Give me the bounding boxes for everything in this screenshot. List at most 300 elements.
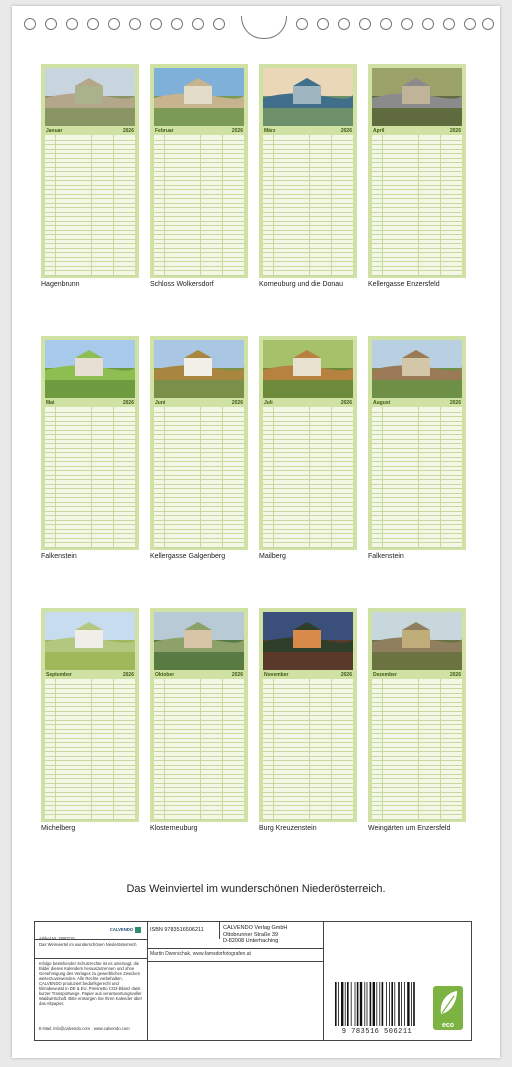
column-line [309, 407, 310, 547]
day-row-line [372, 774, 462, 775]
publisher-address [223, 925, 287, 945]
day-row-line [372, 533, 462, 534]
day-row-line [154, 747, 244, 748]
barcode-bar [398, 982, 400, 1026]
day-row-line [372, 769, 462, 770]
binding-hole [129, 18, 141, 30]
day-row-line [45, 448, 135, 449]
day-row-line [263, 729, 353, 730]
barcode-bar [411, 982, 412, 1026]
day-row-line [154, 524, 244, 525]
day-row-line [372, 792, 462, 793]
day-row-line [263, 720, 353, 721]
day-row-line [263, 702, 353, 703]
day-rows [154, 135, 244, 275]
day-row-line [263, 194, 353, 195]
day-row-line [372, 194, 462, 195]
month-year: 2026 [231, 672, 243, 678]
day-row-line [154, 769, 244, 770]
day-rows [45, 407, 135, 547]
day-row-line [263, 765, 353, 766]
day-row-line [154, 684, 244, 685]
binding-hole [338, 18, 350, 30]
day-row-line [45, 416, 135, 417]
day-row-line [45, 819, 135, 820]
day-row-line [45, 457, 135, 458]
ean-barcode [331, 982, 423, 1028]
day-row-line [372, 452, 462, 453]
day-row-line [154, 711, 244, 712]
binding-holes [20, 18, 492, 34]
day-row-line [45, 765, 135, 766]
day-row-line [263, 470, 353, 471]
barcode-bar [376, 982, 377, 1026]
day-rows [372, 135, 462, 275]
day-row-line [372, 720, 462, 721]
day-row-line [154, 185, 244, 186]
day-row-line [45, 751, 135, 752]
day-rows [154, 407, 244, 547]
day-row-line [263, 239, 353, 240]
day-row-line [154, 488, 244, 489]
day-row-line [372, 430, 462, 431]
month-card [41, 608, 139, 822]
binding-hole [482, 18, 494, 30]
barcode-digits: 9 783516 506211 [341, 1028, 413, 1036]
barcode-bar [341, 982, 343, 1026]
month-year: 2026 [449, 400, 461, 406]
day-row-line [154, 194, 244, 195]
month-photo [372, 340, 462, 398]
day-row-line [372, 230, 462, 231]
day-row-line [263, 524, 353, 525]
day-row-line [263, 158, 353, 159]
day-row-line [372, 275, 462, 276]
day-row-line [45, 520, 135, 521]
month-header [45, 398, 135, 407]
day-row-line [263, 430, 353, 431]
day-row-line [263, 248, 353, 249]
day-row-line [263, 203, 353, 204]
day-row-line [45, 234, 135, 235]
day-row-line [45, 434, 135, 435]
day-row-line [263, 801, 353, 802]
imprint-column-left [35, 922, 148, 1040]
month-header [154, 670, 244, 679]
day-row-line [154, 515, 244, 516]
day-row-line [263, 225, 353, 226]
day-row-line [154, 493, 244, 494]
column-line [273, 407, 274, 547]
day-row-line [372, 697, 462, 698]
day-row-line [45, 167, 135, 168]
month-year: 2026 [122, 672, 134, 678]
month-card [368, 64, 466, 278]
month-header [45, 670, 135, 679]
day-row-line [154, 261, 244, 262]
month-caption: Kellergasse Enzersfeld [368, 281, 440, 288]
day-row-line [154, 216, 244, 217]
column-line [331, 679, 332, 819]
day-row-line [154, 796, 244, 797]
month-name: Juni [155, 400, 166, 406]
day-row-line [45, 720, 135, 721]
day-row-line [263, 466, 353, 467]
barcode-bar [394, 982, 395, 1026]
month-card [259, 336, 357, 550]
month-header [263, 126, 353, 135]
column-line [113, 679, 114, 819]
day-rows [372, 407, 462, 547]
month-header [154, 398, 244, 407]
day-row-line [45, 479, 135, 480]
day-row-line [45, 538, 135, 539]
barcode-bar [351, 982, 352, 1026]
day-row-line [372, 252, 462, 253]
day-row-line [263, 171, 353, 172]
column-line [113, 407, 114, 547]
day-row-line [263, 538, 353, 539]
isbn: ISBN 9783516506211 [150, 927, 204, 933]
day-row-line [45, 747, 135, 748]
month-name: Oktober [155, 672, 175, 678]
day-row-line [263, 542, 353, 543]
day-row-line [154, 787, 244, 788]
day-row-line [154, 416, 244, 417]
month-name: April [373, 128, 385, 134]
day-row-line [45, 189, 135, 190]
day-row-line [45, 252, 135, 253]
binding-hole [87, 18, 99, 30]
month-name: Dezember [373, 672, 397, 678]
day-row-line [263, 207, 353, 208]
month-caption: Burg Kreuzenstein [259, 825, 317, 832]
day-row-line [372, 484, 462, 485]
day-row-line [45, 515, 135, 516]
day-row-line [154, 693, 244, 694]
day-row-line [154, 706, 244, 707]
month-name: Januar [46, 128, 63, 134]
day-row-line [263, 751, 353, 752]
day-rows [263, 407, 353, 547]
day-row-line [372, 520, 462, 521]
day-row-line [372, 756, 462, 757]
day-row-line [154, 715, 244, 716]
day-row-line [263, 252, 353, 253]
day-row-line [45, 198, 135, 199]
day-row-line [372, 783, 462, 784]
day-row-line [372, 421, 462, 422]
day-row-line [372, 742, 462, 743]
month-photo [263, 68, 353, 126]
month-photo [154, 340, 244, 398]
day-row-line [372, 693, 462, 694]
day-row-line [154, 479, 244, 480]
day-row-line [372, 216, 462, 217]
day-row-line [45, 266, 135, 267]
day-row-line [45, 248, 135, 249]
divider [35, 958, 147, 959]
day-row-line [154, 688, 244, 689]
day-row-line [45, 796, 135, 797]
day-row-line [263, 212, 353, 213]
day-rows [372, 679, 462, 819]
month-name: Juli [264, 400, 273, 406]
barcode-bar [355, 982, 356, 1026]
day-row-line [263, 756, 353, 757]
column-line [418, 135, 419, 275]
month-photo [372, 612, 462, 670]
month-card [150, 64, 248, 278]
barcode-bar [389, 982, 390, 1026]
month-photo [263, 612, 353, 670]
day-row-line [154, 765, 244, 766]
day-row-line [372, 266, 462, 267]
day-row-line [263, 715, 353, 716]
day-row-line [372, 140, 462, 141]
month-name: Februar [155, 128, 174, 134]
month-name: August [373, 400, 391, 406]
day-row-line [263, 760, 353, 761]
day-row-line [45, 216, 135, 217]
month-caption: Schloss Wolkersdorf [150, 281, 214, 288]
barcode-bar [386, 982, 387, 1026]
day-row-line [154, 443, 244, 444]
day-row-line [154, 702, 244, 703]
month-caption: Michelberg [41, 825, 76, 832]
day-row-line [154, 171, 244, 172]
day-row-line [263, 733, 353, 734]
month-photo [372, 68, 462, 126]
barcode-bar [379, 982, 380, 1026]
day-row-line [372, 810, 462, 811]
day-row-line [45, 792, 135, 793]
day-row-line [154, 470, 244, 471]
imprint-column-middle [147, 922, 324, 1040]
day-row-line [263, 747, 353, 748]
day-row-line [45, 787, 135, 788]
month-caption: Falkenstein [368, 553, 404, 560]
day-row-line [154, 760, 244, 761]
day-row-line [154, 814, 244, 815]
day-row-line [154, 448, 244, 449]
binding-hole [108, 18, 120, 30]
day-row-line [372, 529, 462, 530]
binding-hole [464, 18, 476, 30]
day-row-line [372, 270, 462, 271]
day-row-line [154, 270, 244, 271]
day-row-line [45, 697, 135, 698]
month-caption: Mailberg [259, 553, 286, 560]
day-row-line [372, 457, 462, 458]
day-row-line [263, 547, 353, 548]
day-row-line [372, 171, 462, 172]
day-row-line [45, 225, 135, 226]
day-row-line [45, 814, 135, 815]
day-row-line [154, 434, 244, 435]
day-row-line [154, 475, 244, 476]
day-row-line [263, 180, 353, 181]
day-row-line [263, 515, 353, 516]
day-row-line [263, 416, 353, 417]
day-row-line [263, 529, 353, 530]
day-rows [45, 679, 135, 819]
eco-label: eco [441, 1022, 455, 1029]
day-row-line [45, 176, 135, 177]
day-row-line [372, 167, 462, 168]
binding-hole [317, 18, 329, 30]
day-row-line [372, 257, 462, 258]
day-row-line [263, 796, 353, 797]
day-row-line [263, 412, 353, 413]
day-row-line [154, 783, 244, 784]
month-photo [154, 612, 244, 670]
day-row-line [45, 493, 135, 494]
day-row-line [45, 715, 135, 716]
day-row-line [263, 724, 353, 725]
day-row-line [154, 153, 244, 154]
day-row-line [372, 189, 462, 190]
day-rows [263, 679, 353, 819]
month-card [368, 336, 466, 550]
month-year: 2026 [122, 128, 134, 134]
day-row-line [263, 443, 353, 444]
day-row-line [45, 230, 135, 231]
day-row-line [154, 529, 244, 530]
day-row-line [45, 475, 135, 476]
column-line [55, 407, 56, 547]
day-row-line [263, 792, 353, 793]
barcode-bar [367, 982, 368, 1026]
day-row-line [263, 144, 353, 145]
day-row-line [45, 733, 135, 734]
day-row-line [45, 421, 135, 422]
day-row-line [154, 412, 244, 413]
day-row-line [154, 792, 244, 793]
day-row-line [372, 502, 462, 503]
binding-hole [192, 18, 204, 30]
day-row-line [45, 162, 135, 163]
day-row-line [154, 810, 244, 811]
day-row-line [372, 778, 462, 779]
day-row-line [154, 275, 244, 276]
day-row-line [154, 439, 244, 440]
day-row-line [263, 697, 353, 698]
day-row-line [263, 783, 353, 784]
imprint-title: Das Weinviertel im wunderschönen Niederösterreich [39, 942, 137, 947]
day-row-line [263, 149, 353, 150]
day-row-line [263, 425, 353, 426]
day-row-line [45, 140, 135, 141]
binding-hole [66, 18, 78, 30]
day-row-line [154, 497, 244, 498]
day-row-line [263, 706, 353, 707]
day-row-line [154, 724, 244, 725]
day-row-line [154, 502, 244, 503]
day-row-line [45, 706, 135, 707]
column-line [164, 407, 165, 547]
day-row-line [154, 212, 244, 213]
month-card [41, 64, 139, 278]
day-row-line [372, 261, 462, 262]
author-credit: Martin Dworschak, www.famsdorfotografen.at [150, 951, 251, 957]
barcode-bar [407, 982, 409, 1026]
day-rows [263, 135, 353, 275]
day-row-line [263, 266, 353, 267]
column-line [91, 135, 92, 275]
day-row-line [372, 488, 462, 489]
column-line [382, 679, 383, 819]
day-row-line [45, 729, 135, 730]
month-name: November [264, 672, 289, 678]
day-row-line [154, 425, 244, 426]
day-row-line [45, 270, 135, 271]
day-row-line [154, 774, 244, 775]
day-row-line [45, 149, 135, 150]
day-row-line [263, 275, 353, 276]
barcode-bar [335, 982, 337, 1026]
day-row-line [263, 439, 353, 440]
month-header [372, 670, 462, 679]
day-row-line [372, 225, 462, 226]
day-row-line [45, 212, 135, 213]
column-line [164, 679, 165, 819]
day-row-line [45, 221, 135, 222]
binding-hole [380, 18, 392, 30]
day-row-line [45, 425, 135, 426]
day-row-line [154, 149, 244, 150]
column-line [331, 135, 332, 275]
day-row-line [372, 448, 462, 449]
day-row-line [154, 697, 244, 698]
day-row-line [45, 180, 135, 181]
day-row-line [154, 421, 244, 422]
day-row-line [372, 439, 462, 440]
day-row-line [263, 457, 353, 458]
day-row-line [372, 819, 462, 820]
day-row-line [154, 720, 244, 721]
day-row-line [372, 497, 462, 498]
publisher-street: Ottobrunner Straße 39 [223, 931, 279, 938]
month-year: 2026 [122, 400, 134, 406]
month-card [150, 608, 248, 822]
day-row-line [154, 243, 244, 244]
barcode-bar [357, 982, 359, 1026]
day-row-line [372, 185, 462, 186]
day-row-line [45, 738, 135, 739]
day-row-line [154, 198, 244, 199]
day-row-line [372, 479, 462, 480]
barcode-bar [345, 982, 346, 1026]
day-row-line [154, 144, 244, 145]
day-row-line [154, 511, 244, 512]
column-line [440, 135, 441, 275]
column-line [309, 679, 310, 819]
day-row-line [372, 538, 462, 539]
day-row-line [45, 207, 135, 208]
hanger-cutout [241, 16, 287, 39]
day-row-line [154, 234, 244, 235]
month-caption: Klosterneuburg [150, 825, 198, 832]
column-line [331, 407, 332, 547]
binding-hole [401, 18, 413, 30]
day-row-line [372, 203, 462, 204]
day-row-line [45, 506, 135, 507]
binding-hole [213, 18, 225, 30]
month-year: 2026 [340, 400, 352, 406]
day-row-line [263, 810, 353, 811]
day-row-line [372, 221, 462, 222]
